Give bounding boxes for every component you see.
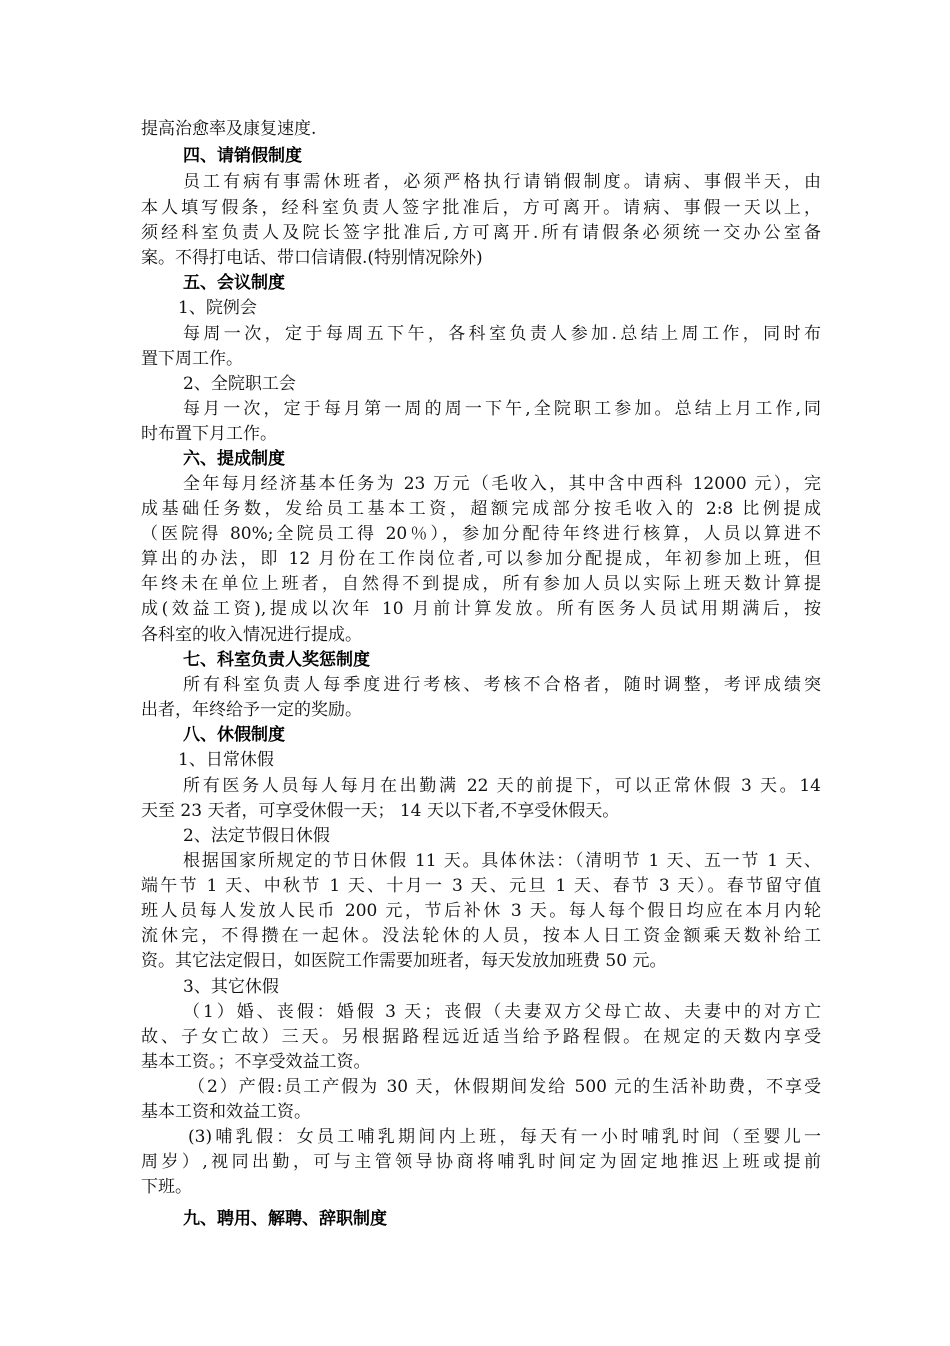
paragraph-line: （2）产假:员工产假为 30 天，休假期间发给 500 元的生活补助费，不享受 xyxy=(188,1077,821,1097)
section-heading-reward-penalty: 七、科室负责人奖惩制度 xyxy=(183,650,370,670)
paragraph-line: 案。不得打电话、带口信请假.(特别情况除外) xyxy=(141,248,483,268)
paragraph-line: 端午节 1 天、中秋节 1 天、十月一 3 天、元旦 1 天、春节 3 天）。春节留守值 xyxy=(141,876,821,896)
paragraph-line: 每周一次，定于每周五下午，各科室负责人参加.总结上周工作，同时布 xyxy=(183,324,821,344)
subsection-line: 2、全院职工会 xyxy=(183,374,296,394)
paragraph-line: 周岁）,视同出勤，可与主管领导协商将哺乳时间定为固定地推迟上班或提前 xyxy=(141,1152,821,1172)
paragraph-line: 本人填写假条，经科室负责人签字批准后，方可离开。请病、事假一天以上， xyxy=(141,198,821,218)
paragraph-line: 员工有病有事需休班者，必须严格执行请销假制度。请病、事假半天，由 xyxy=(183,172,821,192)
subsection-line: 2、法定节假日休假 xyxy=(183,826,330,846)
paragraph-line: 流休完，不得攒在一起休。没法轮休的人员，按本人日工资金额乘天数补给工 xyxy=(141,926,821,946)
section-heading-meetings: 五、会议制度 xyxy=(183,273,285,293)
paragraph-line: 天至 23 天者，可享受休假一天； 14 天以下者,不享受休假天。 xyxy=(141,801,620,821)
paragraph-line: 置下周工作。 xyxy=(141,349,243,369)
paragraph-line: 所有医务人员每人每月在出勤满 22 天的前提下，可以正常休假 3 天。14 xyxy=(183,776,821,796)
subsection-line: 3、其它休假 xyxy=(183,977,279,997)
paragraph-line: 所有科室负责人每季度进行考核、考核不合格者，随时调整，考评成绩突 xyxy=(183,675,821,695)
paragraph-line: 班人员每人发放人民币 200 元，节后补休 3 天。每人每个假日均应在本月内轮 xyxy=(141,901,821,921)
paragraph-line: 基本工资和效益工资。 xyxy=(141,1102,311,1122)
paragraph-line: 须经科室负责人及院长签字批准后,方可离开.所有请假条必须统一交办公室备 xyxy=(141,223,821,243)
paragraph-line: 算出的办法，即 12 月份在工作岗位者,可以参加分配提成，年初参加上班，但 xyxy=(141,549,821,569)
paragraph-line: 基本工资。；不享受效益工资。 xyxy=(141,1052,371,1072)
paragraph-line: 故、子女亡故）三天。另根据路程远近适当给予路程假。在规定的天数内享受 xyxy=(141,1027,821,1047)
paragraph-line: 下班。 xyxy=(141,1177,192,1197)
paragraph-line: 根据国家所规定的节日休假 11 天。具体休法：（清明节 1 天、五一节 1 天、 xyxy=(183,851,821,871)
paragraph-line: 年终未在单位上班者，自然得不到提成，所有参加人员以实际上班天数计算提 xyxy=(141,574,821,594)
paragraph-line: 成基础任务数，发给员工基本工资，超额完成部分按毛收入的 2:8 比例提成 xyxy=(141,499,821,519)
paragraph-line: 全年每月经济基本任务为 23 万元（毛收入，其中含中西科 12000 元），完 xyxy=(183,474,821,494)
paragraph-line: 每月一次，定于每月第一周的周一下午,全院职工参加。总结上月工作,同 xyxy=(183,399,821,419)
section-heading-hiring: 九、聘用、解聘、辞职制度 xyxy=(183,1209,387,1229)
paragraph-line: 出者，年终给予一定的奖励。 xyxy=(141,700,362,720)
subsection-line: 1、院例会 xyxy=(178,298,257,318)
paragraph-line: 资。其它法定假日，如医院工作需要加班者，每天发放加班费 50 元。 xyxy=(141,951,667,971)
paragraph-line: 提高治愈率及康复速度. xyxy=(141,119,317,139)
paragraph-line: 各科室的收入情况进行提成。 xyxy=(141,625,362,645)
paragraph-line: 成(效益工资),提成以次年 10 月前计算发放。所有医务人员试用期满后，按 xyxy=(141,599,821,619)
section-heading-commission: 六、提成制度 xyxy=(183,449,285,469)
paragraph-line: （医院得 80%;全院员工得 20％），参加分配待年终进行核算，人员以算进不 xyxy=(141,524,821,544)
paragraph-line: （1）婚、丧假：婚假 3 天；丧假（夫妻双方父母亡故、夫妻中的对方亡 xyxy=(183,1002,821,1022)
section-heading-leave-request: 四、请销假制度 xyxy=(183,146,302,166)
paragraph-line: 时布置下月工作。 xyxy=(141,424,277,444)
section-heading-vacation: 八、休假制度 xyxy=(183,725,285,745)
subsection-line: 1、日常休假 xyxy=(178,750,274,770)
paragraph-line: (3)哺乳假：女员工哺乳期间内上班，每天有一小时哺乳时间（至婴儿一 xyxy=(188,1127,821,1147)
